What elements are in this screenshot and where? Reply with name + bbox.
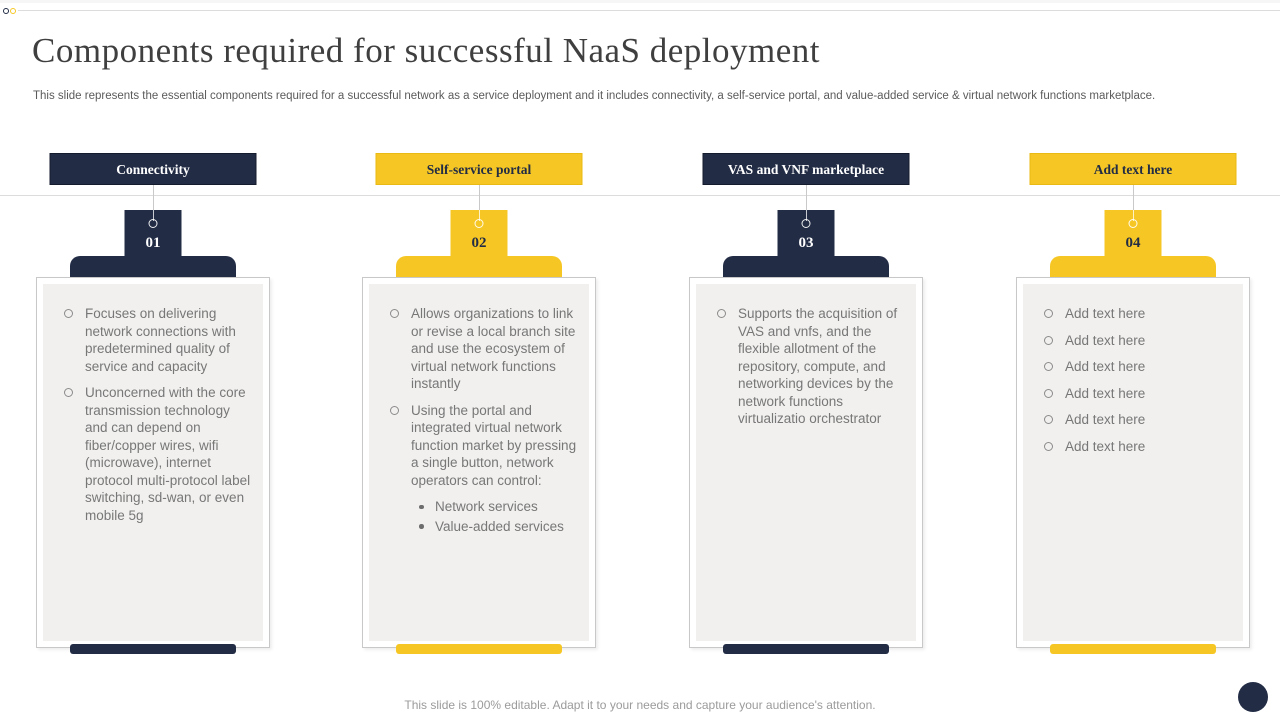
- content-box: [36, 277, 270, 648]
- bottom-bar: [70, 644, 236, 654]
- slide-title: Components required for successful NaaS deployment: [32, 31, 821, 70]
- column-header: Self-service portal: [376, 153, 583, 185]
- column-header: VAS and VNF marketplace: [703, 153, 910, 185]
- bullet-item: Allows organizations to link or revise a local branch site and use the ecosystem of virtual network functions instantly: [385, 305, 581, 393]
- connector-line: [479, 185, 480, 211]
- bullet-list: [696, 284, 916, 428]
- column-connectivity: [36, 0, 270, 720]
- sub-bullet-item: Network services: [413, 498, 581, 516]
- content-inner: [43, 284, 263, 641]
- slide-subtitle: This slide represents the essential components required for a successful network as a service deployment and it includes connectivity, a self-service portal, and value-added service & virtual network functions marketplace.: [33, 90, 1156, 102]
- bullet-item: Add text here: [1039, 385, 1235, 403]
- tab-base: [396, 256, 562, 277]
- connector-line: [153, 185, 154, 211]
- connector-line: [1133, 185, 1134, 211]
- tab-number: 02: [471, 235, 487, 251]
- tab-number: 03: [798, 235, 814, 251]
- bullet-item: Add text here: [1039, 438, 1235, 456]
- connector-line: [806, 185, 807, 211]
- bullet-item: Focuses on delivering network connections with predetermined quality of service and capacity: [59, 305, 255, 375]
- bullet-item: Add text here: [1039, 305, 1235, 323]
- content-box: [689, 277, 923, 648]
- bullet-list: [369, 284, 589, 535]
- bottom-bar: [723, 644, 889, 654]
- content-inner: [1023, 284, 1243, 641]
- column-add-text-here: [1016, 0, 1250, 720]
- content-box: [1016, 277, 1250, 648]
- bullet-list: [1023, 284, 1243, 455]
- tab-number: 04: [1125, 235, 1141, 251]
- ring-icon: [1129, 219, 1138, 228]
- bullet-item: Using the portal and integrated virtual network function market by pressing a single button, network operators can control:: [385, 402, 581, 490]
- ring-icon: [475, 219, 484, 228]
- bullet-item: Add text here: [1039, 411, 1235, 429]
- bullet-item: Add text here: [1039, 332, 1235, 350]
- ring-icon: [802, 219, 811, 228]
- column-self-service-portal: [362, 0, 596, 720]
- bottom-bar: [396, 644, 562, 654]
- dot-icon-yellow: [10, 8, 16, 14]
- tab-number: 01: [145, 235, 161, 251]
- tab-base: [1050, 256, 1216, 277]
- bullet-item: Supports the acquisition of VAS and vnfs, and the flexible allotment of the repository, compute, and networking devices by the network functions virtualizatio orchestrator: [712, 305, 908, 428]
- column-vas-vnf-marketplace: [689, 0, 923, 720]
- bullet-item: Add text here: [1039, 358, 1235, 376]
- footer-note: This slide is 100% editable. Adapt it to your needs and capture your audience's attention.: [404, 698, 876, 712]
- content-inner: [696, 284, 916, 641]
- bullet-list: [43, 284, 263, 524]
- sub-bullet-item: Value-added services: [413, 518, 581, 536]
- content-box: [362, 277, 596, 648]
- column-header: Connectivity: [50, 153, 257, 185]
- corner-circle-icon: [1238, 682, 1268, 712]
- ring-icon: [149, 219, 158, 228]
- content-inner: [369, 284, 589, 641]
- dot-icon-navy: [3, 8, 9, 14]
- tab-base: [70, 256, 236, 277]
- column-header: Add text here: [1030, 153, 1237, 185]
- tab-base: [723, 256, 889, 277]
- bottom-bar: [1050, 644, 1216, 654]
- bullet-item: Unconcerned with the core transmission technology and can depend on fiber/copper wires, wifi (microwave), internet protocol multi-protocol label switching, sd-wan, or even mobile 5g: [59, 384, 255, 524]
